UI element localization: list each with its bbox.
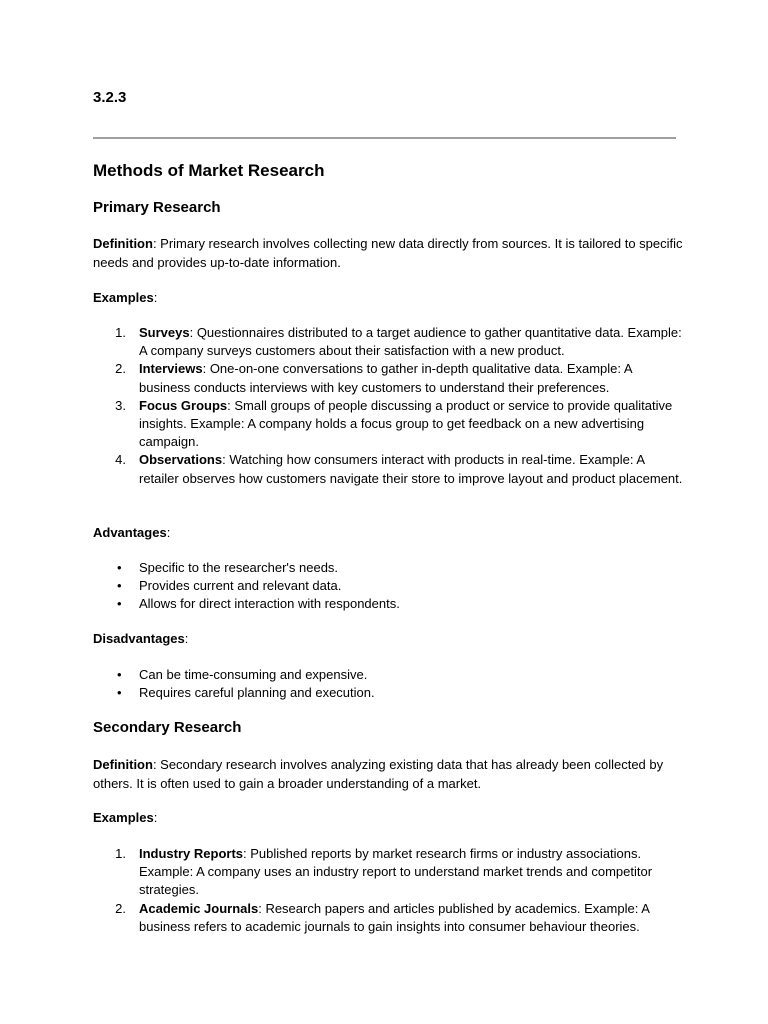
secondary-definition [93,756,683,793]
example-text: : Published reports by market research firms or industry associations. Example: A company uses an industry report to understand market trends and competitor strategies. [139,846,653,898]
list-number: 3. [115,397,126,413]
disadvantages-label-text: Disadvantages [93,631,185,646]
example-term: Focus Groups [139,397,228,413]
secondary-research-heading: Secondary Research [93,719,242,736]
primary-research-heading: Primary Research [93,199,221,216]
list-item [93,577,683,595]
list-item [93,451,683,487]
advantage-text: Provides current and relevant data. [139,578,342,594]
disadvantage-text: Can be time-consuming and expensive. [139,667,368,682]
label-colon: : [153,290,158,305]
advantage-text: Specific to the researcher's needs. [139,560,339,575]
advantages-list [93,559,683,614]
example-term: Interviews [139,361,203,377]
secondary-examples-list [93,845,683,936]
example-text: : Questionnaires distributed to a target audience to gather quantitative data. Example: A company surveys customers about their satisfaction with a new product. [139,325,682,359]
list-item [93,397,683,452]
disadvantages-list [93,666,683,702]
secondary-examples-label [93,809,157,827]
label-colon: : [153,810,158,825]
list-item [93,595,683,613]
list-item [93,324,683,360]
primary-examples-list [93,324,683,488]
bullet-icon: • [117,667,122,682]
label-colon: : [184,631,189,646]
example-term: Observations [139,452,223,468]
example-text: : One-on-one conversations to gather in-depth qualitative data. Example: A business conducts interviews with key customers to understand their preferences. [139,361,632,395]
example-text: : Research papers and articles published by academics. Example: A business refers to academic journals to gain insights into consumer behaviour theories. [139,900,650,934]
horizontal-rule [93,137,676,139]
bullet-icon: • [117,596,122,612]
list-item [93,845,683,900]
primary-examples-label [93,289,157,307]
list-number: 2. [115,361,126,377]
list-number: 4. [115,452,126,468]
bullet-icon: • [117,578,122,594]
list-item [93,666,683,684]
section-number: 3.2.3 [93,89,127,106]
bullet-icon: • [117,560,122,575]
list-item [93,360,683,396]
advantages-label-text: Advantages [93,525,167,540]
example-text: : Small groups of people discussing a product or service to provide qualitative insights. Example: A company holds a focus group to get feedback on a new advertising campaign. [139,397,673,450]
list-item [93,900,683,936]
list-number: 1. [115,325,126,340]
disadvantage-text: Requires careful planning and execution. [139,685,375,701]
definition-text: : Secondary research involves analyzing existing data that has already been collected by others. It is often used to gain a broader understanding of a market. [93,757,664,791]
example-term: Industry Reports [139,846,244,861]
disadvantages-label [93,630,188,648]
example-term: Surveys [139,325,190,340]
page-title: Methods of Market Research [93,161,325,180]
definition-text: : Primary research involves collecting new data directly from sources. It is tailored to specific needs and provides up-to-date information. [93,236,683,270]
list-item [93,684,683,702]
examples-label: Examples [93,290,154,305]
definition-label: Definition [93,757,153,772]
definition-label: Definition [93,236,153,251]
example-term: Academic Journals [139,900,259,916]
advantage-text: Allows for direct interaction with respondents. [139,596,400,612]
primary-definition [93,235,683,272]
example-text: : Watching how consumers interact with products in real-time. Example: A retailer observes how customers navigate their store to improve layout and product placement. [139,452,683,486]
list-item [93,559,683,577]
examples-label: Examples [93,810,154,825]
advantages-label [93,524,170,542]
list-number: 2. [115,900,126,916]
label-colon: : [166,525,171,540]
list-number: 1. [115,846,126,861]
bullet-icon: • [117,685,122,701]
